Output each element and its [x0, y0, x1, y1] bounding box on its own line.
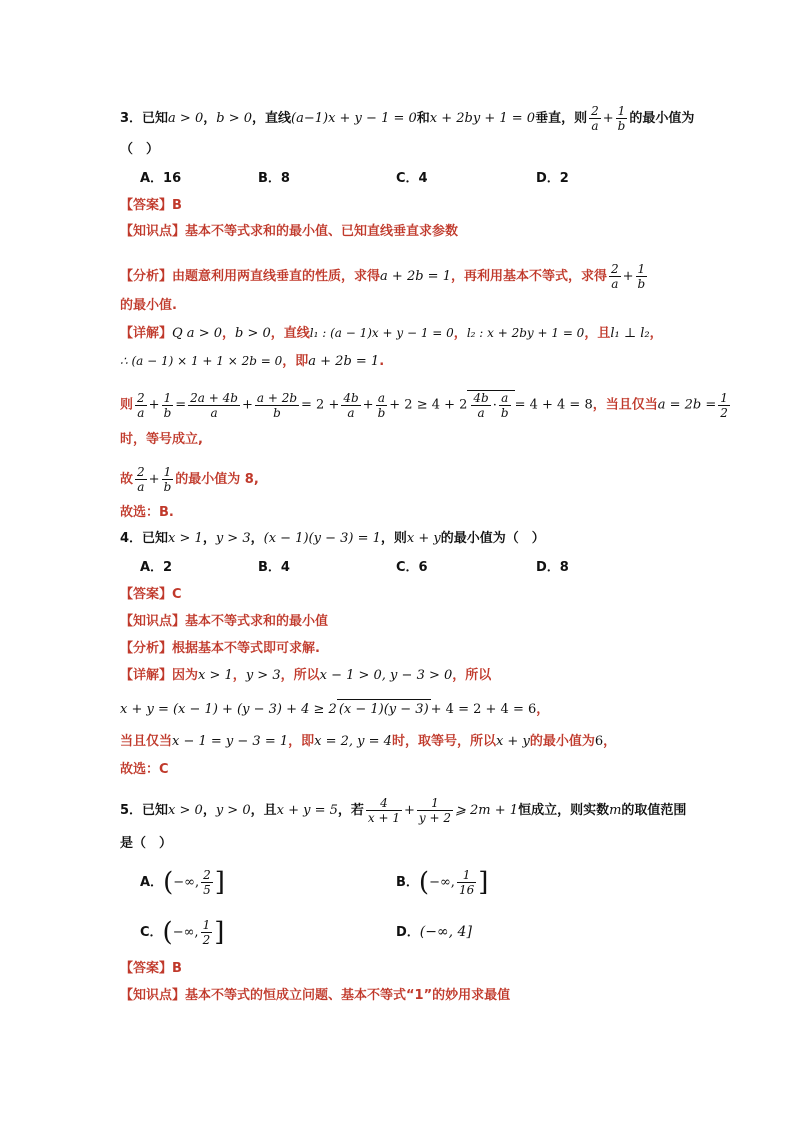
q4-option-b: B．4	[258, 560, 290, 575]
q3-option-c: C．4	[396, 171, 428, 186]
math: y > 3	[215, 531, 251, 546]
perp: l₁ ⊥ l₂	[610, 326, 650, 341]
plus-sign: +	[148, 397, 160, 413]
line-l2: l₂ : x + 2by + 1 = 0	[466, 326, 585, 340]
q4-knowledge-point	[120, 612, 328, 632]
text: 当且仅当	[120, 734, 173, 749]
q5-option-d	[396, 922, 472, 943]
q5-option-b	[396, 868, 488, 897]
text: ，当且仅当	[592, 397, 658, 413]
frac-num: 2a + 4b	[190, 390, 238, 405]
frac-num: 1	[616, 104, 628, 119]
frac-den: b	[163, 480, 172, 494]
right-bracket: ]	[478, 867, 489, 898]
q3-stem-text: 和	[416, 111, 430, 126]
frac-den: b	[163, 405, 172, 420]
text: 的取值范围	[621, 803, 687, 818]
frac-den: y + 2	[418, 811, 452, 825]
frac-den: 2	[202, 933, 211, 947]
q3-option-d: D．2	[536, 171, 569, 186]
math: x + y = (x − 1) + (y − 3) + 4 ≥ 2	[120, 702, 337, 717]
frac	[201, 918, 213, 947]
text: .	[379, 354, 385, 369]
q5-stem	[120, 796, 686, 825]
analysis-text: ，再利用基本不等式，求得	[450, 269, 607, 284]
math: Q a > 0	[172, 326, 222, 341]
analysis-text: 由题意利用两直线垂直的性质，求得	[172, 269, 381, 284]
q3-line2: x + 2by + 1 = 0	[429, 111, 536, 126]
frac	[376, 391, 388, 420]
frac-num: 4b	[473, 391, 489, 405]
math: (x − 1)(y − 3) = 1	[263, 531, 381, 546]
frac	[341, 391, 360, 420]
frac-num: 2	[137, 390, 145, 405]
sqrt: (x − 1)(y − 3)	[337, 699, 431, 720]
text: ，且	[584, 326, 611, 341]
math: y > 3	[245, 668, 281, 683]
q5-option-a	[140, 868, 225, 897]
detail-tag: 【详解】	[120, 668, 173, 683]
plus-sign: +	[602, 111, 614, 126]
q3-cond-b: b > 0	[216, 111, 252, 126]
right-bracket: ]	[214, 867, 225, 898]
detail-tag: 【详解】	[120, 326, 173, 341]
analysis-eq: a + 2b = 1	[380, 269, 451, 284]
option-label: A．	[140, 875, 164, 890]
frac-den: 5	[203, 883, 211, 897]
q5-stem-cont: 是（ ）	[120, 836, 173, 851]
analysis-frac-2	[636, 262, 648, 291]
sep: ，	[202, 531, 216, 546]
plus-sign: +	[622, 269, 634, 284]
frac-num: a + 2b	[256, 390, 298, 405]
frac-den: a	[611, 277, 619, 291]
math: m	[609, 803, 622, 818]
frac	[162, 465, 174, 494]
frac	[471, 391, 490, 420]
frac-den: a	[347, 405, 355, 420]
q3-cond-a: a > 0	[168, 111, 204, 126]
analysis-text: 根据基本不等式即可求解.	[172, 641, 320, 656]
math: x > 1	[168, 531, 203, 546]
frac	[255, 391, 299, 420]
text: 因为	[172, 668, 199, 683]
option-label: C．	[140, 925, 163, 940]
math: (−∞, 4]	[419, 924, 472, 940]
text: ，且	[250, 803, 277, 818]
q3-knowledge-point	[120, 222, 458, 242]
text: ，所以	[452, 668, 492, 683]
frac-num: a	[376, 391, 388, 406]
frac-num: 1	[162, 465, 174, 480]
left-paren: (	[163, 867, 174, 898]
frac-num: 2	[203, 868, 211, 882]
analysis-tag: 【分析】	[120, 269, 173, 284]
q4-detail-1	[120, 666, 491, 686]
right-bracket: ]	[214, 917, 225, 948]
math: −∞,	[429, 875, 455, 890]
q3-line1: (a−1)x + y − 1 = 0	[291, 111, 417, 126]
math: y > 0	[215, 803, 251, 818]
sep: ，	[202, 803, 216, 818]
frac-num: 1	[417, 796, 453, 811]
frac-den: x + 1	[367, 811, 400, 825]
analysis-frac-1	[609, 262, 621, 291]
frac-den: 16	[458, 883, 475, 897]
math: −∞,	[173, 875, 200, 890]
kp-text: 基本不等式的恒成立问题、基本不等式“1”的妙用求最值	[185, 988, 511, 1003]
frac	[188, 391, 240, 420]
q5-knowledge-point	[120, 986, 510, 1006]
q3-analysis	[120, 262, 649, 291]
frac	[457, 868, 476, 897]
frac-num: 2	[610, 262, 619, 276]
frac-den: a	[137, 405, 145, 420]
q5-option-c	[140, 918, 224, 947]
math: + 2 ≥ 4 + 2	[389, 397, 468, 413]
text: 5．已知	[120, 803, 169, 818]
kp-tag: 【知识点】	[120, 988, 186, 1003]
frac-den: a	[591, 119, 599, 133]
q3-detail-1	[120, 323, 663, 344]
q3-frac-2	[616, 104, 628, 133]
frac	[162, 391, 174, 420]
frac-den: b	[377, 405, 386, 420]
kp-tag: 【知识点】	[120, 224, 186, 239]
text: ，则	[380, 531, 407, 546]
frac-num: 1	[162, 391, 174, 406]
frac	[201, 868, 213, 897]
line-l1: l₁ : (a − 1)x + y − 1 = 0	[309, 326, 454, 340]
kp-text: 基本不等式求和的最小值	[185, 614, 329, 629]
math: ⩾ 2m + 1	[455, 803, 519, 818]
frac-num: 1	[720, 390, 728, 405]
kp-text: 基本不等式求和的最小值、已知直线垂直求参数	[185, 224, 459, 239]
math: x − 1 > 0, y − 3 > 0	[319, 668, 453, 683]
math: x + y	[406, 531, 441, 546]
frac-den: b	[500, 406, 509, 420]
math: = 2 +	[301, 397, 340, 413]
plus-sign: +	[362, 397, 374, 413]
q3-detail-3	[120, 390, 732, 420]
sep: ，	[453, 326, 467, 341]
plus-sign: +	[404, 803, 415, 818]
q4-choose: 故选：C	[120, 762, 169, 777]
plus-sign: +	[148, 472, 160, 487]
math: 6	[594, 734, 604, 749]
q3-stem-text: 的最小值为	[629, 111, 695, 126]
text: 的最小值为 8,	[175, 472, 259, 487]
frac-num: 2	[137, 465, 145, 479]
text: ，即	[288, 734, 315, 749]
frac-num: 1	[202, 918, 211, 932]
frac-den: b	[273, 405, 281, 420]
math: x + y	[495, 734, 530, 749]
math: = 4 + 4 = 8	[514, 397, 593, 413]
frac	[135, 391, 147, 420]
frac	[135, 465, 147, 494]
q4-option-a: A．2	[140, 560, 173, 575]
q4-analysis	[120, 639, 320, 659]
sep: ，	[232, 668, 246, 683]
frac-num: 4	[366, 796, 402, 811]
frac	[499, 391, 511, 420]
equals: =	[175, 397, 187, 413]
text: 恒成立，则实数	[518, 803, 610, 818]
text: 的最小值为（ ）	[440, 531, 545, 546]
q3-answer: 【答案】B	[120, 198, 182, 213]
q4-option-c: C．6	[396, 560, 428, 575]
left-paren: (	[162, 917, 173, 948]
text: ，即	[282, 354, 309, 369]
dot: ·	[492, 398, 497, 413]
math: x − 1 = y − 3 = 1	[172, 734, 289, 749]
text: 的最小值为	[529, 734, 595, 749]
frac-den: a	[477, 406, 485, 420]
q5-answer: 【答案】B	[120, 961, 182, 976]
q3-frac-1	[589, 104, 601, 133]
frac	[718, 391, 730, 420]
math: a = 2b =	[657, 397, 717, 413]
q3-choose: 故选：B.	[120, 505, 174, 520]
frac-num: a	[499, 391, 511, 406]
q3-detail-5	[120, 465, 259, 494]
text: 时，取等号，所以	[391, 734, 496, 749]
q3-analysis-cont: 的最小值.	[120, 298, 177, 313]
q4-answer: 【答案】C	[120, 587, 182, 602]
math: x + y = 5	[276, 803, 338, 818]
sep: ，	[250, 531, 264, 546]
frac-num: 2	[591, 104, 599, 118]
frac-den: a	[210, 405, 218, 420]
math: x > 1	[198, 668, 233, 683]
q3-stem-text: 垂直，则	[535, 111, 588, 126]
math: x > 0	[168, 803, 203, 818]
q4-option-d: D．8	[536, 560, 569, 575]
q3-paren: （ ）	[120, 142, 160, 157]
q4-detail-3	[120, 732, 616, 752]
q3-option-b: B．8	[258, 171, 290, 186]
math: x = 2, y = 4	[314, 734, 392, 749]
text: ，所以	[280, 668, 320, 683]
text: ，直线	[270, 326, 310, 341]
q4-detail-2	[120, 699, 549, 720]
sep: ，	[649, 326, 663, 341]
plus-sign: +	[241, 397, 253, 413]
q3-stem-text: ，直线	[252, 111, 292, 126]
q3-sep: ，	[203, 111, 217, 126]
math: ∴ (a − 1) × 1 + 1 × 2b = 0	[120, 354, 283, 368]
analysis-tag: 【分析】	[120, 641, 173, 656]
option-label: D．	[396, 925, 420, 940]
frac-den: a	[137, 480, 145, 494]
left-paren: (	[418, 867, 430, 898]
frac-num: 1	[636, 262, 648, 277]
text: 故	[120, 472, 134, 487]
option-label: B．	[396, 875, 419, 890]
q3-detail-4: 时，等号成立,	[120, 432, 203, 447]
q3-option-a: A．16	[140, 171, 182, 186]
text: 则	[120, 397, 134, 413]
frac-den: 2	[720, 405, 728, 420]
frac	[417, 796, 453, 825]
q3-stem-text: 3．已知	[120, 111, 169, 126]
frac-den: b	[617, 119, 626, 133]
frac-num: 4b	[343, 390, 359, 405]
math: + 4 = 2 + 4 = 6	[430, 702, 537, 717]
sep: ，	[536, 702, 550, 717]
math: −∞,	[172, 925, 199, 940]
kp-tag: 【知识点】	[120, 614, 186, 629]
frac-den: b	[637, 277, 646, 291]
math: a + 2b = 1	[308, 354, 380, 369]
sep: ，	[221, 326, 235, 341]
q3-detail-2	[120, 351, 384, 372]
sqrt	[467, 390, 514, 420]
q4-stem	[120, 529, 545, 549]
text: ，若	[337, 803, 364, 818]
math: b > 0	[235, 326, 271, 341]
frac	[366, 796, 402, 825]
q3-stem	[120, 104, 694, 133]
frac-num: 1	[457, 868, 476, 883]
sep: ，	[603, 734, 617, 749]
text: 4．已知	[120, 531, 169, 546]
